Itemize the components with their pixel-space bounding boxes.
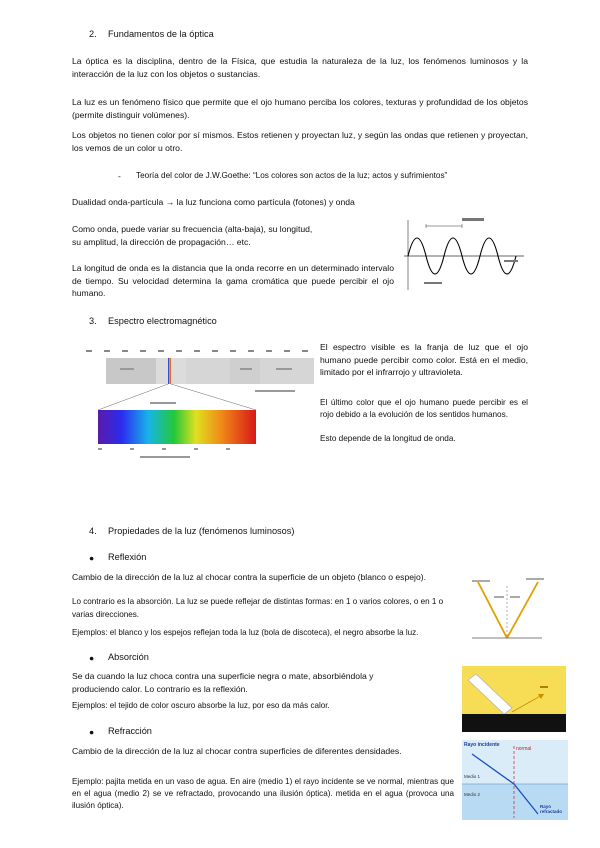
section-3-number: 3.: [89, 316, 97, 326]
reflexion-ejemplos: Ejemplos: el blanco y los espejos reflejan toda la luz (bola de discoteca), el negro absorbe la luz.: [72, 628, 419, 637]
refraction-label-medio1: Medio 1: [464, 774, 481, 779]
wave-diagram: [400, 214, 528, 294]
paragraph-optica: La óptica es la disciplina, dentro de la Física, que estudia la naturaleza de la luz, los fenómenos luminosos y la interacción de la luz con los objetos o sustancias.: [72, 56, 528, 79]
refraction-diagram: [462, 740, 568, 820]
paragraph-luz: La luz es un fenómeno físico que permite que el ojo humano perciba los colores, texturas y profundidad de los objetos (permite distinguir volúmenes).: [72, 97, 528, 120]
absorcion-title: Absorción: [108, 652, 149, 662]
bullet-refraccion: ●: [89, 727, 95, 737]
refraccion-ejemplo: Ejemplo: pajita metida en un vaso de agua. En aire (medio 1) el rayo incidente se ve normal, mientras que en el agua (medio 2) se ve refractado, provocando una ilusión óptica). metida en el agua (provoca una ilusión óptica).: [72, 777, 454, 810]
refraccion-title: Refracción: [108, 726, 152, 736]
reflexion-definition: Cambio de la dirección de la luz al chocar contra la superficie de un objeto (blanco o espejo).: [72, 572, 426, 582]
paragraph-ultimo-color: El último color que el ojo humano puede percibir es el rojo debido a la evolución de los sentidos humanos.: [320, 398, 528, 419]
refraction-label-normal: normal: [516, 746, 532, 752]
electromagnetic-spectrum-figure: [80, 340, 320, 465]
paragraph-longitud: Esto depende de la longitud de onda.: [320, 434, 456, 443]
paragraph-espectro-visible: El espectro visible es la franja de luz que el ojo humano puede percibir como color. Está en el medio, limitado por el infrarrojo y ultravioleta.: [320, 342, 528, 377]
section-2-title: Fundamentos de la óptica: [108, 29, 214, 39]
dualidad-text: Dualidad onda-partícula → la luz funciona como partícula (fotones) y onda: [72, 197, 355, 207]
section-2-number: 2.: [89, 29, 97, 39]
reflexion-contrario: Lo contrario es la absorción. La luz se puede reflejar de distintas formas: en 1 o varios colores, o en 1 o varias direcciones.: [72, 597, 444, 619]
bullet-absorcion: ●: [89, 653, 95, 663]
goethe-quote: Teoría del color de J.W.Goethe: “Los colores son actos de la luz; actos y sufrimientos”: [136, 171, 448, 180]
section-4-number: 4.: [89, 526, 97, 536]
reflexion-title: Reflexión: [108, 552, 147, 562]
onda-line-2: su amplitud, la dirección de propagación… etc.: [72, 237, 251, 247]
paragraph-objetos: Los objetos no tienen color por sí mismos. Estos retienen y proyectan luz, y según las ondas que retienen y proyectan, los vemos de un color u otro.: [72, 130, 528, 153]
refraction-label-incidente: Rayo incidente: [464, 742, 500, 748]
section-3-title: Espectro electromagnético: [108, 316, 217, 326]
dash-bullet: -: [118, 171, 121, 181]
paragraph-longitud-onda: La longitud de onda es la distancia que la onda recorre en un determinado intervalo de tiempo. Su velocidad determina la gama cromática que puede percibir el ojo humano.: [72, 263, 394, 298]
absorcion-ejemplos: Ejemplos: el tejido de color oscuro absorbe la luz, por eso da más calor.: [72, 701, 330, 710]
absorption-diagram: [462, 666, 566, 732]
absorcion-definition: Se da cuando la luz choca contra una superficie negra o mate, absorbiéndola y produciendo calor. Lo contrario es la reflexión.: [72, 671, 374, 694]
section-4-title: Propiedades de la luz (fenómenos luminosos): [108, 526, 295, 536]
refraccion-definition: Cambio de la dirección de la luz al chocar contra superficies de diferentes densidades.: [72, 746, 402, 756]
bullet-reflexion: ●: [89, 553, 95, 563]
onda-line-1: Como onda, puede variar su frecuencia (alta-baja), su longitud,: [72, 224, 313, 234]
refraction-label-refractado: Rayo refractado: [540, 804, 563, 814]
reflection-diagram: [468, 572, 546, 644]
refraction-label-medio2: Medio 2: [464, 792, 481, 797]
